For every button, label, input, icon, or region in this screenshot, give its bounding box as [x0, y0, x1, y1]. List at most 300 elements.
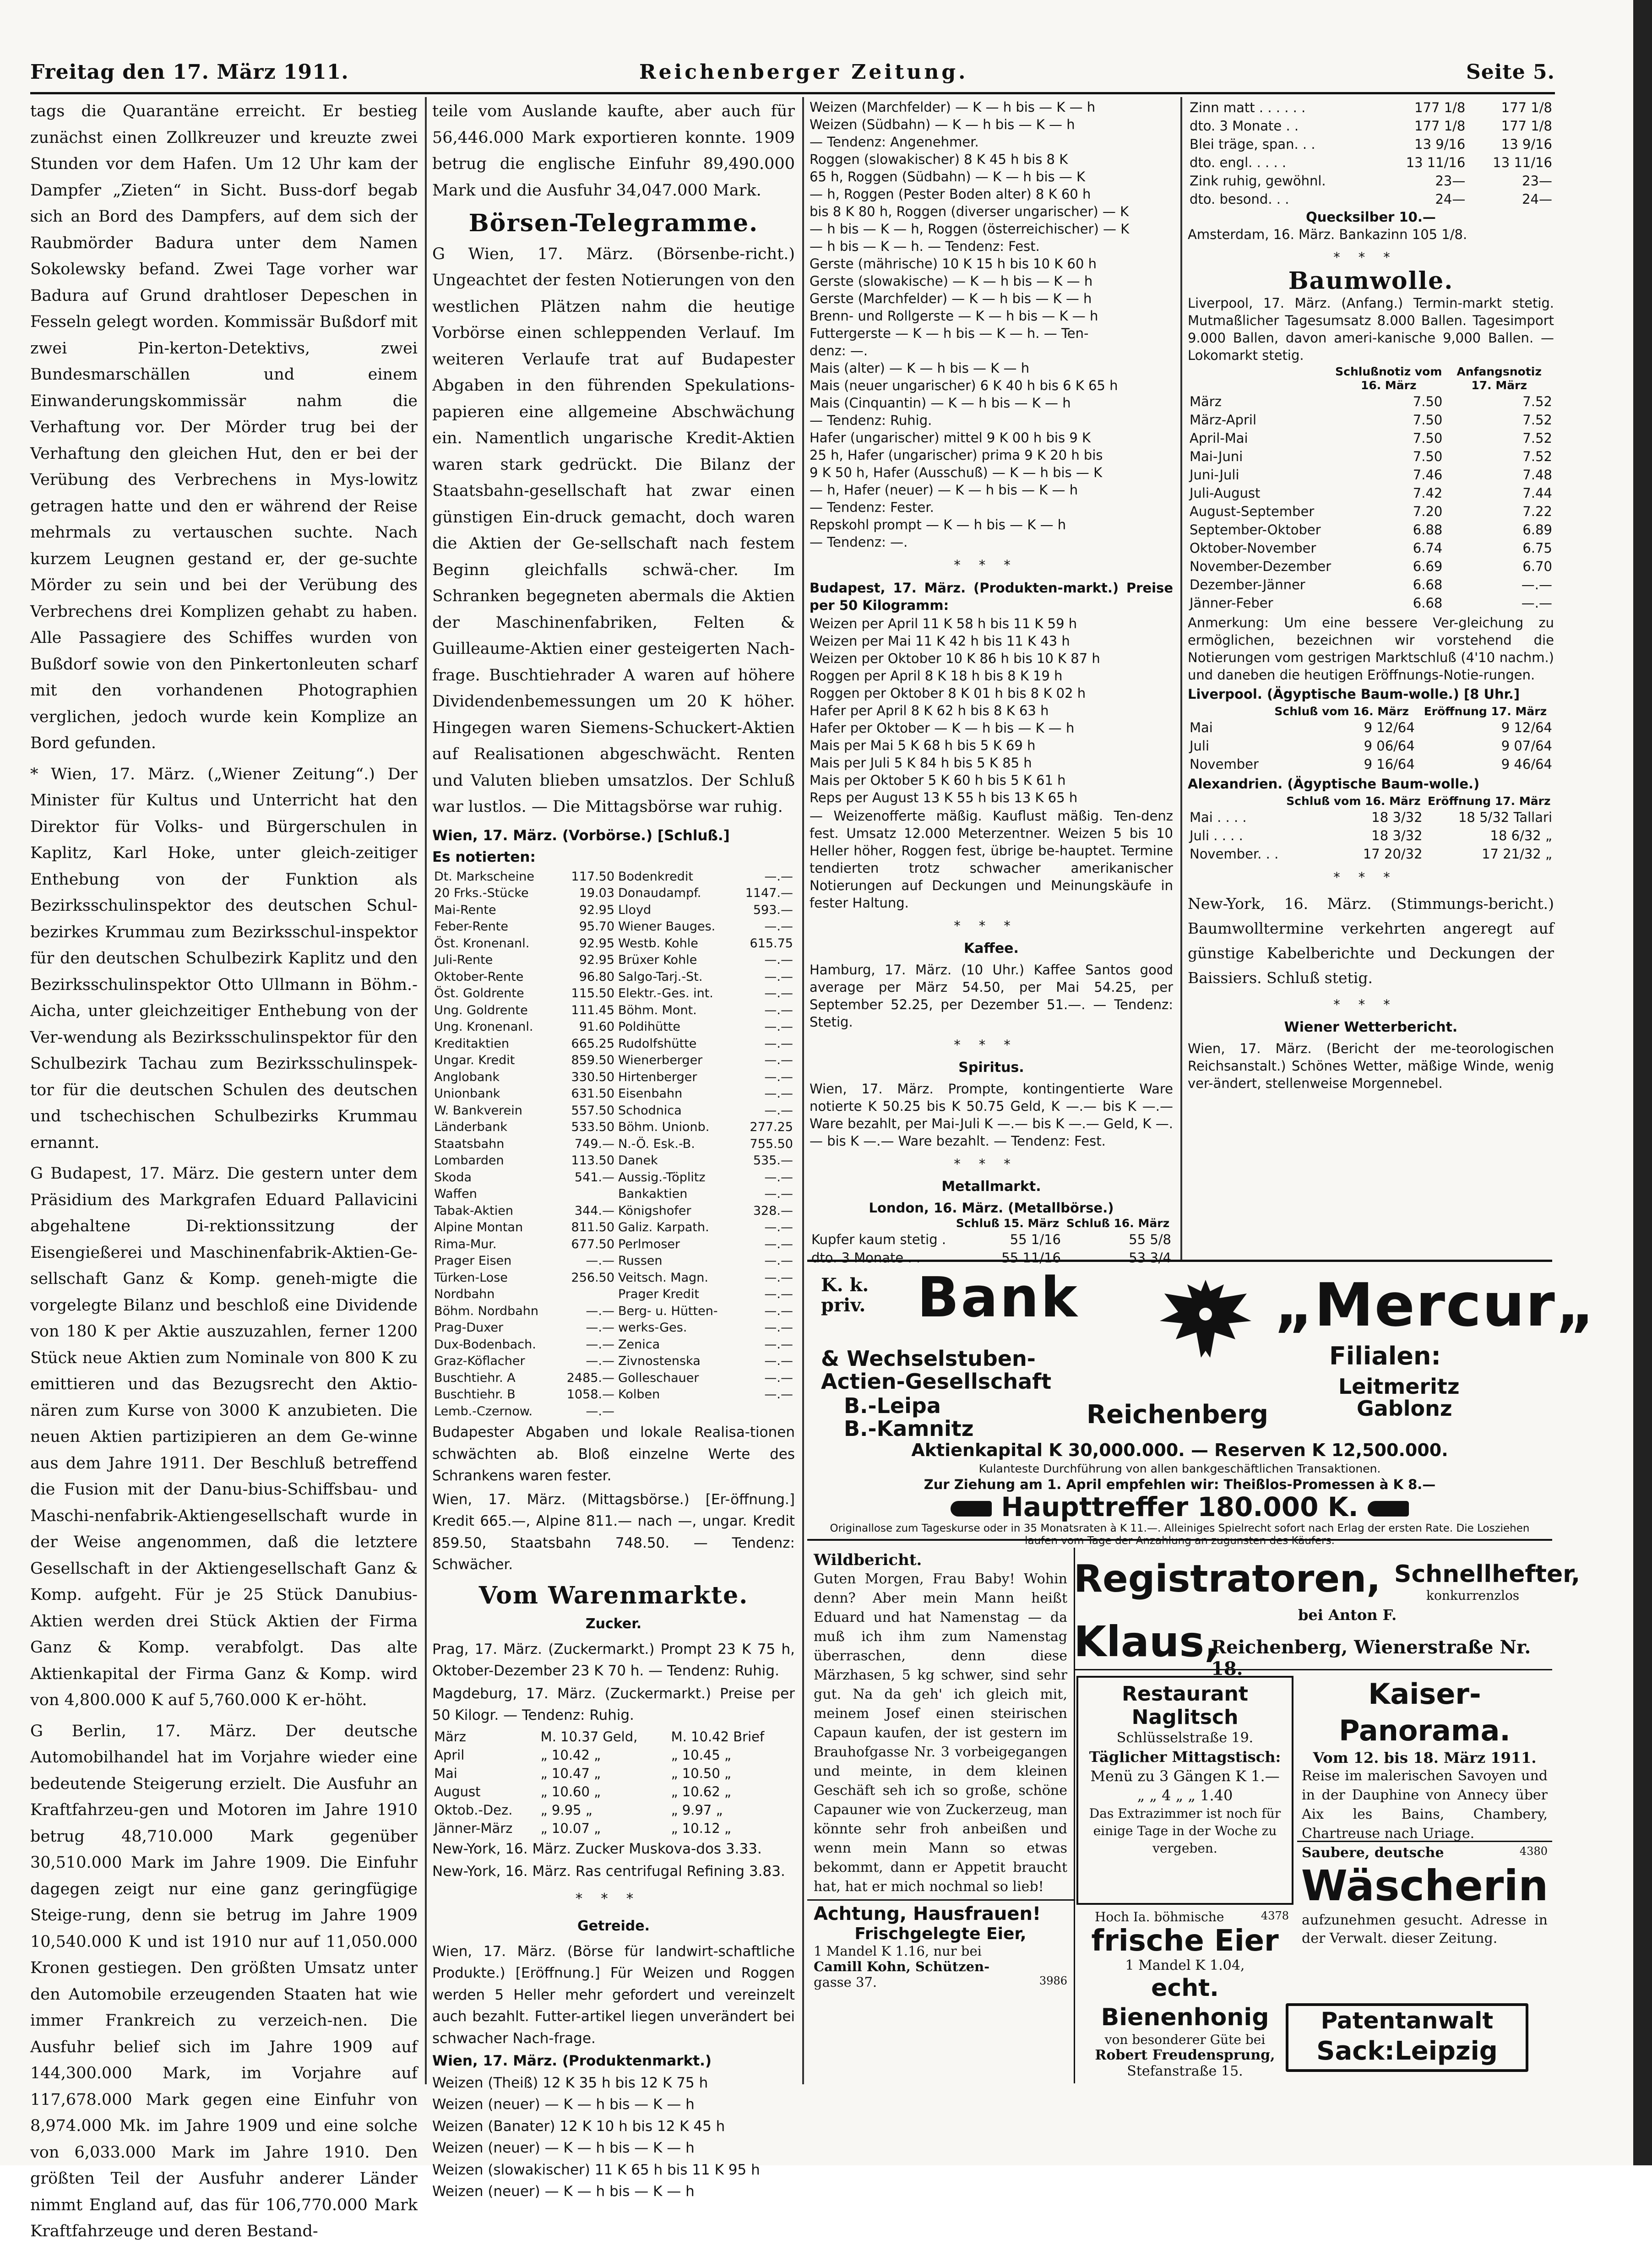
- quote-row: [432, 919, 795, 935]
- cotton-row: [1188, 466, 1554, 484]
- sugar-row-cell: „ 10.45 „: [671, 1747, 732, 1763]
- metal-row: [1188, 98, 1554, 117]
- vorboerse-table: [432, 869, 795, 1420]
- quote-row-cell: —.—: [764, 1354, 793, 1368]
- section-heading-baumwolle: Baumwolle.: [1288, 267, 1454, 295]
- alex-row: [1188, 808, 1554, 826]
- quote-row-cell: —.—: [764, 969, 793, 984]
- wild-text: Guten Morgen, Frau Baby! Wohin denn? Aber mein Mann heißt Eduard und hat Namenstag — da muß ich ihm zum Namenstag überraschen, denn diese Märzhasen, 5 kg schwer, sind sehr gut. Na da geh' ich gleich mit, meinem Josef einen steirischen Capaun kaufen, der ist gestern im Brauhofgasse Nr. 3 vorbeigegangen und meinte, in dem kleinen Geschäft seh ich so große, schöne Capauner wie von Zuckerzeug, man könnte sehr froh anbeißen und wenn mein Mann so etwas bekommt, dann er Appetit braucht hat, hat er mich nochmal so lieb!: [814, 1571, 1067, 1895]
- quote-row: [432, 952, 795, 969]
- page-header: [30, 54, 1555, 94]
- egypt-row-cell: 9 12/64: [1501, 720, 1552, 735]
- budapest-line: Weizen per Oktober 10 K 86 h bis 10 K 87 h: [810, 651, 1100, 666]
- separator-stars: ***: [575, 1890, 652, 1907]
- quote-row-cell: Ung. Kronenanl.: [434, 1020, 533, 1034]
- metal-row-cell: 55 5/8: [1129, 1232, 1171, 1247]
- quote-row-cell: —.—: [764, 1020, 793, 1034]
- quote-row-cell: —.—: [764, 1220, 793, 1234]
- quote-row-cell: 117.50: [571, 869, 615, 884]
- bienenhonig: echt. Bienenhonig: [1101, 1974, 1269, 2031]
- bank-kk: K. k.: [821, 1274, 869, 1296]
- wetter-label: Wiener Wetterbericht.: [1284, 1019, 1458, 1035]
- cotton-row: [1188, 539, 1554, 557]
- quote-row-cell: Schodnica: [618, 1103, 682, 1118]
- cotton-row-cell: März-April: [1190, 412, 1257, 428]
- quote-row-cell: 328.—: [753, 1203, 793, 1218]
- sugar-row-cell: „ 9.95 „: [540, 1802, 592, 1818]
- metal-row-cell: 13 11/16: [1406, 155, 1466, 170]
- metal-row-cell: 177 1/8: [1414, 118, 1466, 134]
- quote-row-cell: —.—: [586, 1354, 615, 1368]
- quote-row-cell: N.-Ö. Esk.-B.: [618, 1136, 695, 1151]
- quote-row: [432, 935, 795, 952]
- quote-row-cell: —.—: [764, 1304, 793, 1318]
- getreide-line: Repskohl prompt — K — h bis — K — h: [810, 517, 1066, 533]
- klaus-name: Klaus,: [1074, 1617, 1221, 1666]
- quote-row-cell: Buschtiehr. A: [434, 1370, 516, 1385]
- mittagstisch: Täglicher Mittagstisch:: [1089, 1748, 1281, 1766]
- metal-row: [1188, 172, 1554, 190]
- quote-row: [432, 1169, 795, 1186]
- getreide-line: — h bis — K — h. — Tendenz: Fest.: [810, 239, 1040, 254]
- quote-row-cell: Wienerberger: [618, 1053, 703, 1067]
- ad-wildbericht: [807, 1548, 1075, 2083]
- getreide-rows: [810, 98, 1173, 551]
- quote-row-cell: 1147.—: [745, 886, 793, 900]
- table-header-cell: [1188, 705, 1266, 718]
- quote-row: [432, 1152, 795, 1169]
- metal-row-cell: 23—: [1522, 173, 1552, 189]
- eier-mandel: 1 Mandel K 1.04,: [1125, 1957, 1245, 1973]
- quote-row-cell: Anglobank: [434, 1070, 500, 1084]
- kaffee-label: Kaffee.: [964, 940, 1019, 957]
- quote-row-cell: Graz-Köflacher: [434, 1354, 525, 1368]
- column-rule: [425, 97, 427, 2084]
- quote-row-cell: 113.50: [571, 1153, 615, 1168]
- metal-row: [810, 1230, 1173, 1249]
- metal-row-cell: 13 11/16: [1493, 155, 1552, 170]
- metal-row: [1188, 153, 1554, 172]
- getreide-line: — h, Hafer (neuer) — K — h bis — K — h: [810, 482, 1078, 498]
- quote-row-cell: Lloyd: [618, 902, 652, 917]
- haupttreffer: Haupttreffer 180.000 K.: [1001, 1491, 1359, 1522]
- kaiser-dates: Vom 12. bis 18. März 1911.: [1313, 1749, 1537, 1767]
- quote-row: [432, 1303, 795, 1320]
- quote-row-cell: —.—: [764, 1103, 793, 1118]
- newyork-zucker-2: New-York, 16. März. Ras centrifugal Refining 3.83.: [432, 1863, 785, 1880]
- wild-title: Wildbericht.: [814, 1551, 922, 1569]
- quote-row-cell: Juli-Rente: [434, 953, 493, 967]
- cotton-row: [1188, 411, 1554, 429]
- quote-row-cell: 615.75: [750, 936, 793, 951]
- quote-row-cell: Unionbank: [434, 1087, 500, 1101]
- quote-row: [432, 1019, 795, 1036]
- column-1: [30, 98, 418, 2240]
- column-rule: [1180, 97, 1182, 1260]
- ad-number: 4380: [1519, 1845, 1548, 1858]
- quote-row-cell: Bodenkredit: [618, 869, 693, 884]
- restaurant-address: Schlüsselstraße 19.: [1116, 1730, 1254, 1746]
- getreide-line: Weizen (Südbahn) — K — h bis — K — h: [810, 117, 1075, 132]
- article-wien-boersenbericht: G Wien, 17. März. (Börsenbe-richt.) Ungeachtet der festen Notierungen von den westlichen Plätzen nahm die heutige Vorbörse einen schleppenden Verlauf. Im weiteren Verlaufe trat auf Budapester Abgaben in den führenden Spekulations-papieren eine allgemeine Abschwächung ein. Namentlich ungarische Kredit-Aktien waren stark gedrückt. Die Bilanz der Staatsbahn-gesellschaft hat zwar einen günstigen Ein-druck gemacht, doch waren die Aktien der Ge-sellschaft nach festem Beginn gleichfalls schwä-cher. Im Schranken begegneten abermals die Aktien der Maschinenfabriken, Felten & Guilleaume-Aktien einer gesteigerten Nach-frage. Buschtiehrader A waren auf höhere Dividendenbemessungen um 20 K höher. Hingegen waren Siemens-Schuckert-Aktien auf Realisationen abgeschwächt. Renten und Valuten blieben umsatzlos. Der Schluß war lustlos. — Die Mittagsbörse war ruhig.: [432, 245, 795, 816]
- schnellhefter: Schnellhefter,: [1394, 1560, 1581, 1588]
- article-quarantine: tags die Quarantäne erreicht. Er bestieg zunächst einen Zollkreuzer und kreuzte zwei Stunden vor dem Hafen. Um 12 Uhr kam der Dampfer „Zieten“ in Sicht. Buss-dorf begab sich an Bord des Dampfers, auf dem sich der Raubmörder Badura unter dem Namen Sokolewsky befand. Zwei Tage vorher war Badura auf Grund drahtloser Depeschen in Fesseln gelegt worden. Kommissär Bußdorf mit zwei Pin-kerton-Detektivs, zwei Bundesmarschällen und einem Einwanderungskommissär nahm die Verhaftung vor. Der Mörder trug bei der Verhaftung den gleichen Hut, den er bei der Verübung des Verbrechens in Mys-lowitz getragen hatte und den er während der Reise mehrmals zu vertauschen suchte. Nach kurzem Leugnen gestand er, der ge-suchte Mörder zu sein und bei der Verübung des Verbrechens drei Komplizen gehabt zu haben. Alle Passagiere des Schiffes wurden von Bußdorf sowie von den Pinkertonleuten scharf mit den vorhandenen Photographien verglichen, jedoch wurde kein Komplize an Bord gefunden.: [30, 102, 418, 752]
- ad-frische-eier: [1076, 1909, 1293, 2088]
- quote-row-cell: 631.50: [571, 1087, 615, 1101]
- column-2: [432, 98, 795, 2200]
- egypt-row-cell: 9 16/64: [1364, 756, 1415, 772]
- produkt-line: Weizen (neuer) — K — h bis — K — h: [432, 2140, 695, 2156]
- menu-4-gaenge: „ „ 4 „ „ 1.40: [1137, 1787, 1233, 1804]
- table-header-row: [1188, 365, 1554, 392]
- budapest-line: Roggen per April 8 K 18 h bis 8 K 19 h: [810, 668, 1063, 684]
- alex-row-cell: 17 20/32: [1363, 846, 1423, 862]
- quote-row-cell: Prager Kredit: [618, 1287, 699, 1301]
- bank-line-1: & Wechselstuben-: [821, 1346, 1036, 1371]
- quote-row-cell: 330.50: [571, 1070, 615, 1084]
- metal-row-cell: Blei träge, span. . .: [1190, 136, 1315, 152]
- getreide-label: Getreide.: [577, 1918, 650, 1934]
- cotton-row: [1188, 392, 1554, 411]
- cotton-row-cell: 7.50: [1413, 430, 1443, 446]
- cotton-row-cell: 6.68: [1413, 577, 1443, 593]
- quote-row-cell: Länderbank: [434, 1120, 507, 1134]
- quote-row-cell: Skoda: [434, 1170, 472, 1185]
- metal-row: [1188, 190, 1554, 208]
- quote-row-cell: Salgo-Tarj.-St.: [618, 969, 703, 984]
- quote-row: [432, 1086, 795, 1103]
- kaiser-panorama-title: Kaiser-Panorama.: [1339, 1677, 1511, 1747]
- getreide-line: Roggen (slowakischer) 8 K 45 h bis 8 K: [810, 152, 1068, 167]
- metal-row-cell: 177 1/8: [1501, 100, 1552, 115]
- cotton-row: [1188, 521, 1554, 539]
- budapest-tail: — Weizenofferte mäßig. Kauflust mäßig. Ten-denz fest. Umsatz 12.000 Meterzentner. Weizen 5 bis 10 Heller höher, Roggen fest, übrige be-hauptet. Termine tendierten trotz schwacher amerikanischer Notierungen auf Deckungen und Meinungskäufe in fester Haltung.: [810, 808, 1173, 911]
- quote-row-cell: 19.03: [579, 886, 615, 900]
- cotton-row-cell: April-Mai: [1190, 430, 1248, 446]
- cotton-row-cell: Juli-August: [1190, 485, 1261, 501]
- ad-waescherin: [1297, 1841, 1552, 1987]
- quote-row: [432, 1236, 795, 1253]
- quote-row-cell: Rudolfshütte: [618, 1036, 697, 1051]
- getreide-line: bis 8 K 80 h, Roggen (diverser ungarischer) — K: [810, 204, 1129, 219]
- quote-row-cell: 277.25: [750, 1120, 793, 1134]
- cotton-row-cell: 6.70: [1522, 559, 1552, 574]
- article-berlin-automobil: G Berlin, 17. März. Der deutsche Automobilhandel hat im Vorjahre wieder eine bedeutende Steigerung erzielt. Die Ausfuhr an Kraftfahrzeu-gen und Motoren im Jahre 1910 betrug 48,710.000 Mark gegenüber 30,510.000 Mark im Jahre 1909. Die Einfuhr dagegen zeigt nur eine ganz geringfügige Steige-rung, denn sie betrug im Jahre 1909 10,540.000 K und ist 1910 nur auf 11,050.000 Kronen gestiegen. Den größten Umsatz unter den Automobile erzeugenden Staaten hat wie immer Frankreich zu verzeich-nen. Die Ausfuhr belief sich im Jahre 1909 auf 144,300.000 Mark, im Vorjahre auf 117,678.000 Mark gegen eine Einfuhr von 8,974.000 Mk. im Jahre 1909 und eine solche von 6,033.000 Mark im Jahre 1910. Den größten Teil der Ausfuhr anderer Länder nimmt England auf, das für 106,770.000 Mark Kraftfahrzeuge und deren Bestand-: [30, 1722, 418, 2240]
- cotton-row-cell: 7.22: [1522, 504, 1552, 519]
- quote-row: [432, 1270, 795, 1287]
- sugar-row-cell: April: [434, 1747, 465, 1763]
- quote-row-cell: Mai-Rente: [434, 902, 496, 917]
- quote-row-cell: Kolben: [618, 1387, 660, 1402]
- budapest-line: Hafer per Oktober — K — h bis — K — h: [810, 720, 1075, 736]
- quote-row-cell: Elektr.-Ges. int.: [618, 986, 713, 1000]
- quote-row-cell: 91.60: [579, 1020, 615, 1034]
- table-header-cell: Schluß 16. März: [1066, 1217, 1170, 1230]
- quote-row-cell: Prag-Duxer: [434, 1321, 504, 1335]
- separator-stars: ***: [1333, 250, 1408, 265]
- cotton-row-cell: Mai-Juni: [1190, 449, 1243, 464]
- quote-row-cell: 344.—: [574, 1203, 615, 1218]
- achtung-hausfrauen: Achtung, Hausfrauen!: [814, 1903, 1041, 1924]
- quote-row-cell: 256.50: [571, 1270, 615, 1285]
- sugar-row-cell: „ 9.97 „: [671, 1802, 723, 1818]
- quote-row-cell: Böhm. Unionb.: [618, 1120, 710, 1134]
- ad-registratoren: [1074, 1555, 1581, 1680]
- metal-row-cell: dto. besond. . .: [1190, 191, 1289, 207]
- bank-small-print: Originallose zum Tageskurse oder in 35 Monatsraten à K 11.—. Alleiniges Spielrecht sofort nach Erlag der ersten Rate. Die Losziehen laufen vom Tage der Anzahlung an zugunsten des Käufers.: [830, 1522, 1530, 1547]
- cotton-row-cell: —.—: [1521, 577, 1552, 593]
- registratoren-address: Reichenberg, Wienerstraße Nr. 18.: [1211, 1636, 1531, 1680]
- eier-mandel-preis: 1 Mandel K 1.16, nur bei: [814, 1943, 982, 1959]
- quote-row-cell: —.—: [764, 1370, 793, 1385]
- quote-row-cell: Golleschauer: [618, 1370, 699, 1385]
- quote-row-cell: —.—: [764, 1270, 793, 1285]
- pointing-hand-icon: [951, 1501, 992, 1517]
- quote-row-cell: Eisenbahn: [618, 1087, 683, 1101]
- cotton-row-cell: November-Dezember: [1190, 559, 1331, 574]
- budapest-line: Mais per Juli 5 K 84 h bis 5 K 85 h: [810, 755, 1032, 771]
- egypt-row: [1188, 755, 1554, 773]
- quote-row-cell: Berg- u. Hütten-: [618, 1304, 718, 1318]
- budapest-note: Budapester Abgaben und lokale Realisa-tionen schwächten ab. Bloß einzelne Werte des Schrankens waren fester.: [432, 1424, 795, 1484]
- cotton-row-cell: 6.89: [1522, 522, 1552, 538]
- metal-row: [1188, 117, 1554, 135]
- cotton-row-cell: 7.52: [1522, 394, 1552, 409]
- egypt-row-cell: Juli: [1190, 738, 1210, 754]
- cotton-row-cell: 7.46: [1413, 467, 1443, 483]
- quote-row-cell: —.—: [764, 1170, 793, 1185]
- quote-row-cell: [735, 1403, 795, 1420]
- quote-row: [432, 1403, 795, 1420]
- sugar-row-cell: „ 10.47 „: [540, 1765, 601, 1781]
- waescherin-title: Wäscherin: [1301, 1861, 1549, 1910]
- alex-row-cell: Mai . . . .: [1190, 810, 1247, 825]
- quote-row-cell: —.—: [764, 1070, 793, 1084]
- metal-continuation-table: [1188, 98, 1554, 208]
- quote-row-cell: 92.95: [579, 902, 615, 917]
- getreide-line: 9 K 50 h, Hafer (Ausschuß) — K — h bis — K: [810, 465, 1103, 480]
- metal-row-cell: 13 9/16: [1414, 136, 1466, 152]
- alex-row-cell: 18 3/32: [1371, 828, 1423, 843]
- prag-zuckermarkt: Prag, 17. März. (Zuckermarkt.) Prompt 23 K 75 h, Oktober-Dezember 23 K 70 h. — Tendenz: Ruhig.: [432, 1641, 795, 1679]
- column-3: [810, 98, 1173, 1266]
- zucker-label: Zucker.: [585, 1616, 642, 1632]
- alex-row-cell: 17 21/32 „: [1482, 846, 1552, 862]
- quote-row-cell: Kreditaktien: [434, 1036, 510, 1051]
- patentanwalt-line1: Patentanwalt: [1321, 2007, 1494, 2034]
- quote-row: [432, 1186, 795, 1203]
- quote-row-cell: [557, 1286, 616, 1303]
- quote-row-cell: Wiener Bauges.: [618, 919, 716, 934]
- spiritus-report: Wien, 17. März. Prompte, kontingentierte Ware notierte K 50.25 bis K 50.75 Geld, K —.— bis K —.— Ware bezahlt, per Mai-Juli K —.— bis K —.— Geld, K —.— bis K —.— Ware bezahlt. — Tendenz: Fest.: [810, 1081, 1173, 1149]
- cotton-row-cell: Juni-Juli: [1190, 467, 1239, 483]
- metal-row-cell: dto. engl. . . . .: [1190, 155, 1287, 170]
- metal-row-cell: 24—: [1435, 191, 1466, 207]
- budapest-line: Roggen per Oktober 8 K 01 h bis 8 K 02 h: [810, 685, 1086, 701]
- quote-row-cell: Alpine Montan: [434, 1220, 523, 1234]
- quote-row-cell: Danek: [618, 1153, 658, 1168]
- bank-kulant: Kulanteste Durchführung von allen bankgeschäftlichen Transaktionen.: [978, 1462, 1381, 1475]
- quote-row-cell: 755.50: [750, 1136, 793, 1151]
- alex-row-cell: 18 3/32: [1371, 810, 1423, 825]
- egypt-row-cell: Mai: [1190, 720, 1213, 735]
- section-heading-warenmarkt: Vom Warenmarkte.: [478, 1581, 749, 1609]
- konkurrenzlos: konkurrenzlos: [1426, 1588, 1520, 1603]
- quote-row-cell: Lemb.-Czernow.: [434, 1404, 533, 1419]
- produkt-line: Weizen (Banater) 12 K 10 h bis 12 K 45 h: [432, 2118, 725, 2135]
- quote-row-cell: Buschtiehr. B: [434, 1387, 516, 1402]
- separator-stars: ***: [954, 1156, 1029, 1172]
- quote-row-cell: Oktober-Rente: [434, 969, 524, 984]
- egypt-row-cell: 9 06/64: [1364, 738, 1415, 754]
- quote-row-cell: 677.50: [571, 1237, 615, 1251]
- table-header-cell: Eröffnung 17. März: [1424, 705, 1547, 718]
- budapest-line: Weizen per Mai 11 K 42 h bis 11 K 43 h: [810, 633, 1070, 649]
- filiale-b-leipa: B.-Leipa: [844, 1393, 941, 1418]
- quote-row: [432, 1337, 795, 1354]
- ad-number: 4378: [1261, 1909, 1289, 1922]
- quote-row-cell: —.—: [764, 919, 793, 934]
- quote-row-cell: Rima-Mur.: [434, 1237, 497, 1251]
- waescherin-sauber: Saubere, deutsche: [1302, 1845, 1444, 1861]
- quote-row-cell: 665.25: [571, 1036, 615, 1051]
- alex-row: [1188, 826, 1554, 845]
- magdeburg-table: [432, 1728, 795, 1837]
- cotton-row-cell: 6.69: [1413, 559, 1443, 574]
- bank-title: Bank: [917, 1266, 1079, 1330]
- getreide-line: — Tendenz: Fester.: [810, 500, 934, 515]
- quote-row: [432, 1002, 795, 1019]
- spiritus-label: Spiritus.: [958, 1060, 1024, 1076]
- eier-strasse: Stefanstraße 15.: [1127, 2063, 1243, 2079]
- quote-row-cell: Brüxer Kohle: [618, 953, 697, 967]
- quote-row-cell: Dux-Bodenbach.: [434, 1337, 536, 1352]
- mittagsboerse: Wien, 17. März. (Mittagsbörse.) [Er-öffnung.] Kredit 665.—, Alpine 811.— nach —, ungar. Kredit 859.50, Staatsbahn 748.50. — Tendenz: Schwächer.: [432, 1491, 795, 1573]
- cotton-row-cell: Oktober-November: [1190, 540, 1316, 556]
- alex-row-cell: 18 6/32 „: [1490, 828, 1552, 843]
- budapest-line: Mais per Mai 5 K 68 h bis 5 K 69 h: [810, 738, 1036, 753]
- column-rule: [802, 97, 804, 2084]
- quote-row-cell: 533.50: [571, 1120, 615, 1134]
- table-header-cell: Eröffnung 17. März: [1428, 794, 1551, 808]
- camill-kohn: Camill Kohn, Schützen-: [814, 1959, 990, 1974]
- quote-row-cell: Lombarden: [434, 1153, 504, 1168]
- scan-edge: [1633, 0, 1652, 2165]
- sugar-row-cell: M. 10.37 Geld,: [540, 1729, 638, 1745]
- getreide-line: Brenn- und Rollgerste — K — h bis — K — h: [810, 308, 1098, 324]
- cotton-row-cell: Jänner-Feber: [1190, 595, 1273, 611]
- bank-line-2: Actien-Gesellschaft: [821, 1369, 1052, 1394]
- quote-row-cell: —.—: [764, 1337, 793, 1352]
- table-header-cell: Schluß 15. März: [956, 1217, 1060, 1230]
- anmerkung: Anmerkung: Um eine bessere Ver-gleichung zu ermöglichen, bezeichnen wir vorstehend die Notierungen vom gestrigen Marktschluß (4'10 nachm.) und daneben die heutigen Eröffnungs-Notie-rungen.: [1188, 615, 1554, 683]
- quecksilber: Quecksilber 10.—: [1306, 209, 1436, 225]
- getreide-line: Gerste (mährische) 10 K 15 h bis 10 K 60 h: [810, 256, 1097, 272]
- camill-kohn-address: gasse 37.: [814, 1974, 877, 1990]
- produktenmarkt-rows: [432, 2072, 795, 2203]
- quote-row: [432, 1370, 795, 1387]
- quote-row-cell: 92.95: [579, 936, 615, 951]
- cotton-row: [1188, 594, 1554, 612]
- cotton-row-cell: Dezember-Jänner: [1190, 577, 1305, 593]
- quote-row-cell: Ung. Goldrente: [434, 1003, 528, 1017]
- budapest-line: Mais per Oktober 5 K 60 h bis 5 K 61 h: [810, 772, 1066, 788]
- sugar-row-cell: „ 10.07 „: [540, 1820, 601, 1836]
- cotton-row: [1188, 447, 1554, 466]
- sugar-row-cell: „ 10.42 „: [540, 1747, 601, 1763]
- quote-row: [432, 1103, 795, 1120]
- quote-row-cell: 859.50: [571, 1053, 615, 1067]
- metal-row-cell: 23—: [1435, 173, 1466, 189]
- quote-row: [432, 985, 795, 1002]
- quote-row-cell: —.—: [764, 1036, 793, 1051]
- newyork-zucker-1: New-York, 16. März. Zucker Muskova-dos 3.33.: [432, 1840, 762, 1857]
- filiale-b-kamnitz: B.-Kamnitz: [844, 1416, 974, 1441]
- bank-ziehung: Zur Ziehung am 1. April empfehlen wir: Theißlos-Promessen à K 8.—: [924, 1477, 1436, 1492]
- eagle-emblem-icon: [1155, 1271, 1256, 1367]
- quote-row-cell: Zivnostenska: [618, 1354, 701, 1368]
- registratoren-bei: bei Anton F.: [1298, 1606, 1397, 1624]
- sugar-row-cell: „ 10.62 „: [671, 1783, 732, 1799]
- quote-row-cell: werks-Ges.: [618, 1321, 687, 1335]
- egypt-row: [1188, 718, 1554, 737]
- cotton-row-cell: 7.42: [1413, 485, 1443, 501]
- ad-patentanwalt: [1286, 2003, 1528, 2072]
- frischgelegte-eier: Frischgelegte Eier,: [854, 1924, 1027, 1943]
- newyork-baumwolle: New-York, 16. März. (Stimmungs-bericht.) Baumwolltermine verkehrten angeregt auf günstige Kabelberichte und Deckungen der Baissiers. Schluß stetig.: [1188, 895, 1554, 987]
- quote-row-cell: Waffen: [434, 1187, 477, 1201]
- budapest-line: Weizen per April 11 K 58 h bis 11 K 59 h: [810, 616, 1077, 631]
- quote-row-cell: Türken-Lose: [434, 1270, 508, 1285]
- metal-row-cell: 55 11/16: [1001, 1250, 1061, 1266]
- quote-row-cell: 96.80: [579, 969, 615, 984]
- pointing-hand-icon: [1368, 1501, 1409, 1517]
- metal-row-cell: Zink ruhig, gewöhnl.: [1190, 173, 1326, 189]
- egypt-row-cell: 9 07/64: [1501, 738, 1552, 754]
- quote-row-cell: Westb. Kohle: [618, 936, 698, 951]
- cotton-row: [1188, 429, 1554, 447]
- metallmarkt-label: Metallmarkt.: [941, 1179, 1041, 1195]
- header-newspaper-title: Reichenberger Zeitung.: [639, 60, 968, 84]
- quote-row-cell: —.—: [764, 1254, 793, 1268]
- quote-row-cell: 115.50: [571, 986, 615, 1000]
- magdeburg-zuckermarkt: Magdeburg, 17. März. (Zuckermarkt.) Preise per 50 Kilogr. — Tendenz: Ruhig.: [432, 1685, 795, 1723]
- table-header-row: [810, 1217, 1173, 1230]
- alex-row: [1188, 845, 1554, 863]
- getreide-line: denz: —.: [810, 343, 868, 359]
- table-header-cell: Schluß vom 16. März: [1286, 794, 1421, 808]
- quote-row-cell: Prager Eisen: [434, 1254, 512, 1268]
- quote-row-cell: Öst. Kronenanl.: [434, 936, 530, 951]
- sugar-row-cell: „ 10.50 „: [671, 1765, 732, 1781]
- quote-row-cell: 557.50: [571, 1103, 615, 1118]
- cotton-row-cell: 7.20: [1413, 504, 1443, 519]
- quote-row-cell: Hirtenberger: [618, 1070, 697, 1084]
- getreide-report: Wien, 17. März. (Börse für landwirt-schaftliche Produkte.) [Eröffnung.] Für Weizen und Roggen werden 5 Heller mehr gefordert und vereinzelt auch bezahlt. Futter-artikel liegen unverändert bei schwacher Nach-frage.: [432, 1943, 795, 2047]
- ad-kaiser-panorama: [1297, 1676, 1552, 1842]
- produkt-line: Weizen (slowakischer) 11 K 65 h bis 11 K 95 h: [432, 2161, 760, 2178]
- metal-row-cell: 177 1/8: [1414, 100, 1466, 115]
- metal-row-cell: 53 3/4: [1129, 1250, 1171, 1266]
- cotton-row-cell: August-September: [1190, 504, 1315, 519]
- quote-row: [432, 1203, 795, 1220]
- getreide-line: Gerste (slowakische) — K — h bis — K — h: [810, 273, 1093, 289]
- quote-row-cell: Öst. Goldrente: [434, 986, 524, 1000]
- quote-row: [432, 1320, 795, 1337]
- quote-row: [432, 969, 795, 986]
- egypt-row-cell: November: [1190, 756, 1259, 772]
- amsterdam-bankazinn: Amsterdam, 16. März. Bankazinn 105 1/8.: [1188, 227, 1467, 242]
